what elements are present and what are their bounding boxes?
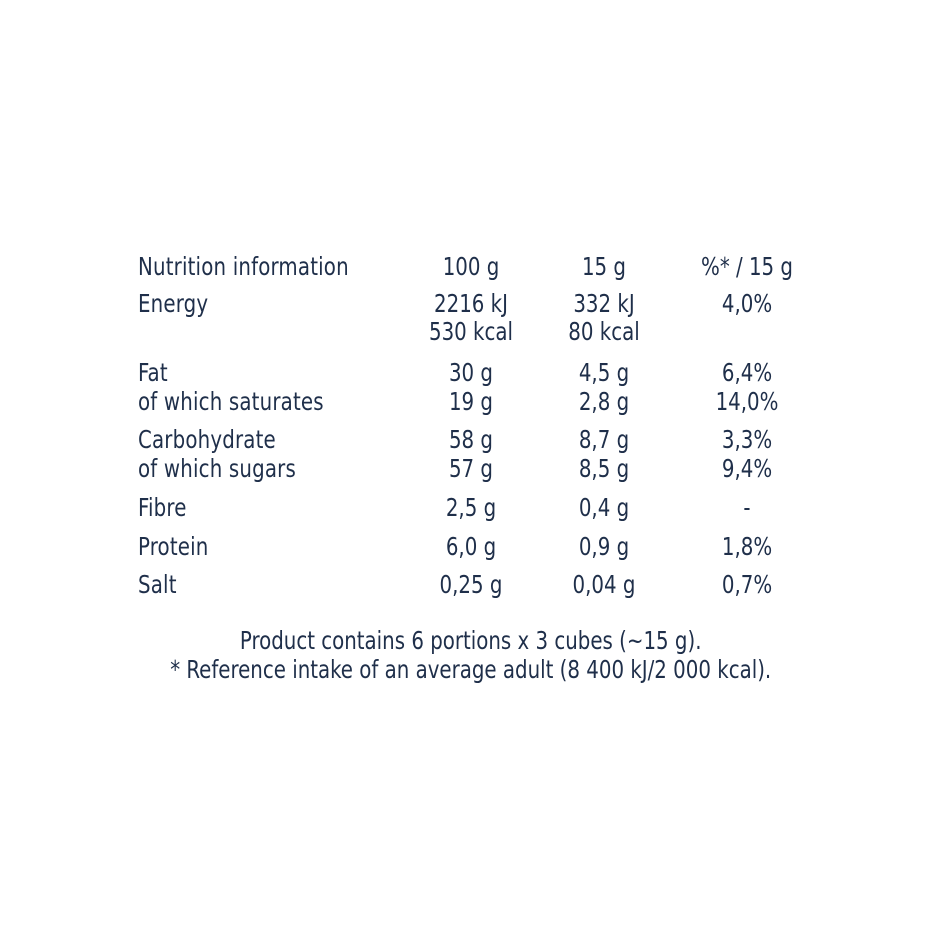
saturates-100g: 19 g [448,387,494,416]
salt-100g: 0,25 g [439,570,503,599]
carbohydrate-100g: 58 g [448,425,494,454]
column-header-reference-intake: %* / 15 g [701,252,793,281]
salt-ri: 0,7% [721,570,773,599]
row-label-energy: Energy [138,289,209,318]
row-label-fat: Fat [138,358,168,387]
fibre-ri: - [743,493,751,522]
carbohydrate-ri: 3,3% [721,425,773,454]
saturates-15g: 2,8 g [578,387,630,416]
row-label-saturates: of which saturates [138,387,324,416]
portion-note: Product contains 6 portions x 3 cubes (~15 g). [239,626,702,655]
energy-ri: 4,0% [721,289,773,318]
energy-kcal-15g: 80 kcal [568,317,640,346]
protein-15g: 0,9 g [578,532,630,561]
row-label-sugars: of which sugars [138,454,296,483]
saturates-ri: 14,0% [715,387,779,416]
row-label-carbohydrate: Carbohydrate [138,425,276,454]
sugars-ri: 9,4% [721,454,773,483]
reference-intake-note: * Reference intake of an average adult (8 400 kJ/2 000 kcal). [170,655,772,684]
salt-15g: 0,04 g [572,570,636,599]
column-header-100g: 100 g [442,252,500,281]
sugars-100g: 57 g [448,454,494,483]
fat-100g: 30 g [448,358,494,387]
fat-15g: 4,5 g [578,358,630,387]
fibre-15g: 0,4 g [578,493,630,522]
table-title: Nutrition information [138,252,349,281]
column-header-15g: 15 g [581,252,627,281]
energy-kj-15g: 332 kJ [573,289,635,318]
energy-kcal-100g: 530 kcal [428,317,514,346]
row-label-fibre: Fibre [138,493,187,522]
row-label-salt: Salt [138,570,177,599]
row-label-protein: Protein [138,532,209,561]
protein-ri: 1,8% [721,532,773,561]
fat-ri: 6,4% [721,358,773,387]
carbohydrate-15g: 8,7 g [578,425,630,454]
energy-kj-100g: 2216 kJ [434,289,508,318]
fibre-100g: 2,5 g [445,493,497,522]
sugars-15g: 8,5 g [578,454,630,483]
protein-100g: 6,0 g [445,532,497,561]
